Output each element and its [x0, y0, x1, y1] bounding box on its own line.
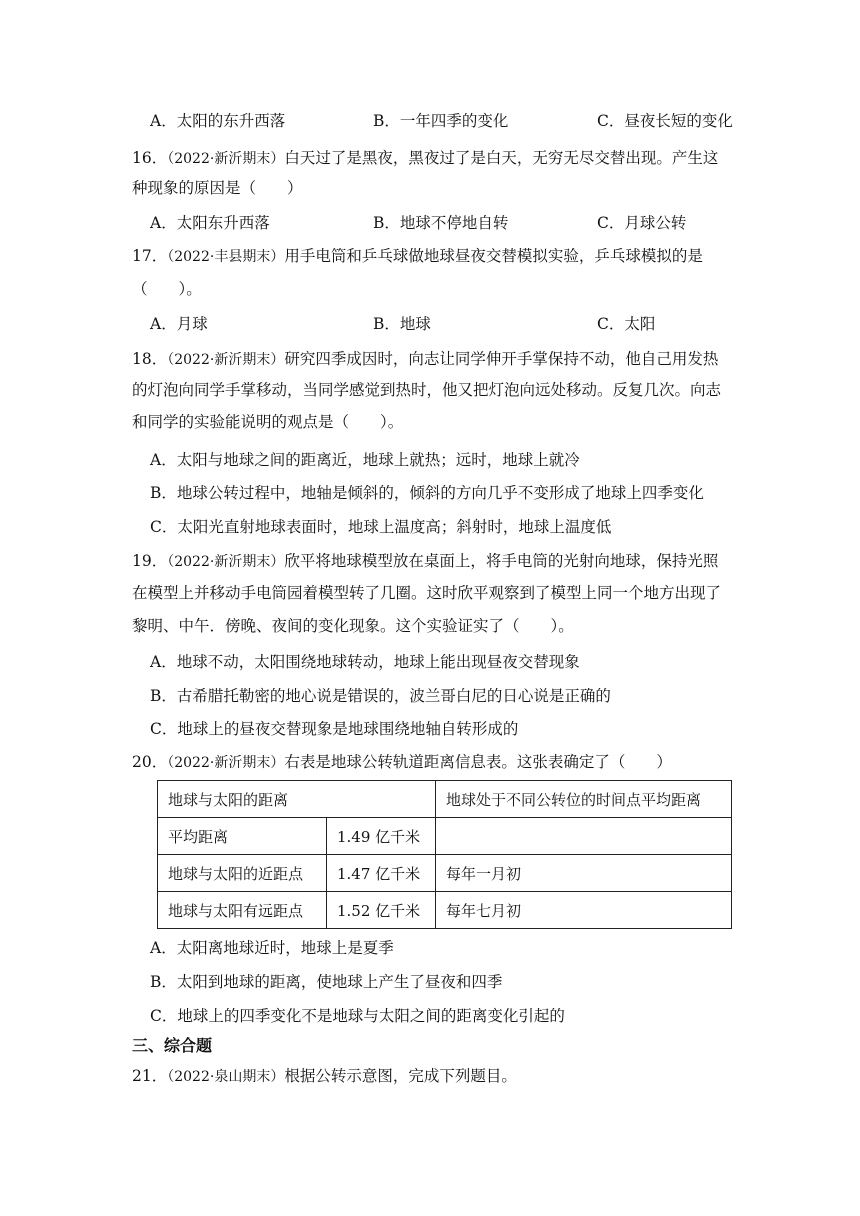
- question-text: 欣平将地球模型放在桌面上，将手电筒的光射向地球，保持光照: [284, 552, 719, 570]
- question-text: 用手电筒和乒乓球做地球昼夜交替模拟实验，乒乓球模拟的是: [284, 247, 703, 265]
- question-text: 右表是地球公转轨道距离信息表。这张表确定了（ ）: [284, 753, 672, 771]
- table-cell-time: 每年一月初: [436, 855, 732, 892]
- question-text: 研究四季成因时，向志让同学伸开手掌保持不动，他自己用发热: [284, 350, 719, 368]
- q16-option-a: A．太阳东升西落: [150, 214, 270, 232]
- question-source: （2022·丰县期末）: [167, 249, 285, 265]
- question-number: 17．: [132, 247, 168, 265]
- q18-stem-line2: 的灯泡向同学手掌移动，当同学感觉到热时，他又把灯泡向远处移动。反复几次。向志: [132, 381, 722, 399]
- q19-option-a: A．地球不动，太阳围绕地球转动，地球上能出现昼夜交替现象: [150, 653, 580, 671]
- table-cell-value: 1.49 亿千米: [327, 818, 436, 855]
- table-cell-time: [436, 818, 732, 855]
- q19-stem-line3: 黎明、中午．傍晚、夜间的变化现象。这个实验证实了（ ）。: [132, 617, 574, 635]
- question-text: 白天过了是黑夜，黑夜过了是白天，无穷无尽交替出现。产生这: [284, 149, 719, 167]
- table-cell-label: 地球与太阳的近距点: [158, 855, 327, 892]
- q21-stem-line1: [132, 1066, 732, 1087]
- q16-stem-line2: 种现象的原因是（ ）: [132, 179, 303, 197]
- section-heading: 三、综合题: [132, 1036, 213, 1055]
- table-row: [158, 855, 732, 892]
- q18-option-b: B．地球公转过程中，地轴是倾斜的，倾斜的方向几乎不变形成了地球上四季变化: [150, 484, 704, 502]
- table-cell-value: 1.52 亿千米: [327, 892, 436, 929]
- q18-stem-line3: 和同学的实验能说明的观点是（ ）。: [132, 413, 404, 431]
- q19-option-c: C．地球上的昼夜交替现象是地球围绕地轴自转形成的: [150, 720, 519, 738]
- q16-option-b: B．地球不停地自转: [373, 214, 509, 232]
- question-source: （2022·新沂期末）: [167, 755, 285, 771]
- question-source: （2022·新沂期末）: [167, 352, 285, 368]
- q17-option-a: A．月球: [150, 315, 208, 333]
- table-cell-value: 1.47 亿千米: [327, 855, 436, 892]
- question-number: 20．: [132, 753, 168, 771]
- question-source: （2022·泉山期末）: [167, 1069, 285, 1085]
- q16-option-c: C．月球公转: [597, 214, 687, 232]
- question-number: 18．: [132, 350, 168, 368]
- question-number: 21．: [132, 1067, 168, 1085]
- q18-option-a: A．太阳与地球之间的距离近，地球上就热；远时，地球上就冷: [150, 451, 580, 469]
- q17-stem-line1: [132, 246, 732, 267]
- question-number: 19．: [132, 552, 168, 570]
- table-header-row: [158, 781, 732, 818]
- q19-option-b: B．古希腊托勒密的地心说是错误的，波兰哥白尼的日心说是正确的: [150, 687, 611, 705]
- q20-stem-line1: [132, 752, 732, 773]
- q18-option-c: C．太阳光直射地球表面时，地球上温度高；斜射时，地球上温度低: [150, 518, 612, 536]
- q18-stem-line1: [132, 349, 732, 370]
- q17-option-b: B．地球: [373, 315, 431, 333]
- q15-option-b: B．一年四季的变化: [373, 112, 509, 130]
- q19-stem-line1: [132, 551, 732, 572]
- table-cell-time: 每年七月初: [436, 892, 732, 929]
- table-cell-label: 地球与太阳有远距点: [158, 892, 327, 929]
- q20-option-a: A．太阳离地球近时，地球上是夏季: [150, 939, 394, 957]
- question-source: （2022·新沂期末）: [167, 151, 285, 167]
- table-row: [158, 892, 732, 929]
- q15-option-a: A．太阳的东升西落: [150, 112, 286, 130]
- table-header-distance: 地球与太阳的距离: [158, 781, 436, 818]
- question-source: （2022·新沂期末）: [167, 554, 285, 570]
- table-row: [158, 818, 732, 855]
- q17-stem-line2: （ ）。: [132, 280, 202, 298]
- q20-option-b: B．太阳到地球的距离，使地球上产生了昼夜和四季: [150, 973, 503, 991]
- question-number: 16．: [132, 149, 168, 167]
- q20-option-c: C．地球上的四季变化不是地球与太阳之间的距离变化引起的: [150, 1007, 565, 1025]
- q16-stem-line1: [132, 148, 732, 169]
- q17-option-c: C．太阳: [597, 315, 656, 333]
- table-cell-label: 平均距离: [158, 818, 327, 855]
- question-text: 根据公转示意图，完成下列题目。: [284, 1067, 517, 1085]
- table-header-time: 地球处于不同公转位的时间点平均距离: [436, 781, 732, 818]
- orbit-distance-table: [157, 780, 732, 929]
- q19-stem-line2: 在模型上并移动手电筒园着模型转了几圈。这时欣平观察到了模型上同一个地方出现了: [132, 584, 722, 602]
- q15-option-c: C．昼夜长短的变化: [597, 112, 733, 130]
